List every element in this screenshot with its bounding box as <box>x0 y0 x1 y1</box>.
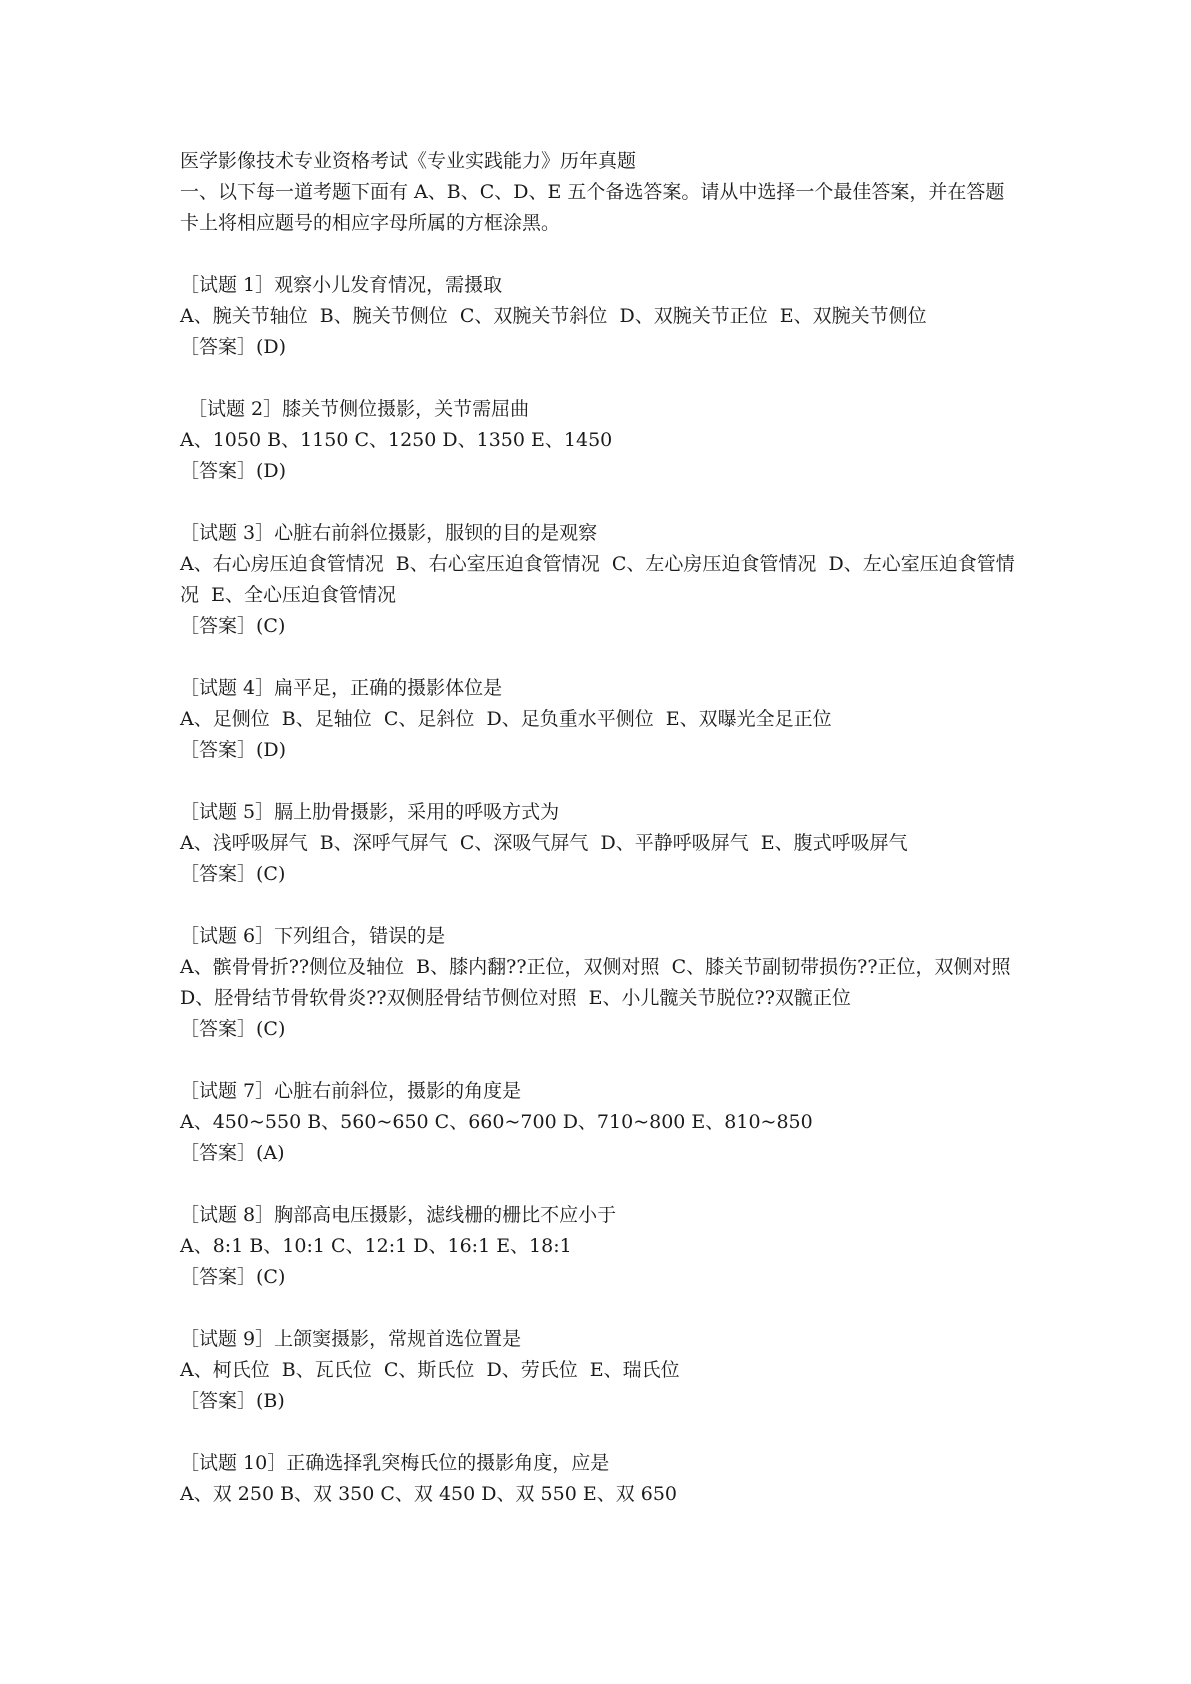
question-3 <box>180 518 1020 642</box>
question-options: A、髌骨骨折??侧位及轴位 B、膝内翻??正位，双侧对照 C、膝关节副韧带损伤??正位，双侧对照 D、胫骨结节骨软骨炎??双侧胫骨结节侧位对照 E、小儿髋关节脱位??双髋正位 <box>180 956 1023 1009</box>
question-8 <box>180 1200 1020 1293</box>
question-answer: ［答案］(A) <box>180 1142 285 1164</box>
question-answer: ［答案］(B) <box>180 1390 285 1412</box>
question-options: A、腕关节轴位 B、腕关节侧位 C、双腕关节斜位 D、双腕关节正位 E、双腕关节侧位 <box>180 305 927 327</box>
question-answer: ［答案］(C) <box>180 615 286 637</box>
question-answer: ［答案］(C) <box>180 1266 286 1288</box>
question-options: A、1050 B、1150 C、1250 D、1350 E、1450 <box>180 429 613 451</box>
question-options: A、双 250 B、双 350 C、双 450 D、双 550 E、双 650 <box>180 1483 678 1505</box>
question-options: A、浅呼吸屏气 B、深呼气屏气 C、深吸气屏气 D、平静呼吸屏气 E、腹式呼吸屏气 <box>180 832 908 854</box>
question-answer: ［答案］(C) <box>180 863 286 885</box>
question-6 <box>180 921 1023 1045</box>
question-7 <box>180 1076 1020 1169</box>
question-options: A、450~550 B、560~650 C、660~700 D、710~800 E、810~850 <box>180 1111 813 1133</box>
document-title: 医学影像技术专业资格考试《专业实践能力》历年真题 <box>180 150 637 172</box>
question-stem: ［试题 8］胸部高电压摄影，滤线栅的栅比不应小于 <box>180 1204 617 1226</box>
question-stem: ［试题 2］膝关节侧位摄影，关节需屈曲 <box>188 398 530 420</box>
question-1 <box>180 270 1020 363</box>
question-answer: ［答案］(D) <box>180 739 287 761</box>
question-stem: ［试题 1］观察小儿发育情况，需摄取 <box>180 274 503 296</box>
question-answer: ［答案］(D) <box>180 336 287 358</box>
question-4 <box>180 673 1020 766</box>
question-2 <box>180 394 1020 487</box>
question-options: A、8:1 B、10:1 C、12:1 D、16:1 E、18:1 <box>180 1235 572 1257</box>
instructions-text: 一、以下每一道考题下面有 A、B、C、D、E 五个备选答案。请从中选择一个最佳答案，并在答题卡上将相应题号的相应字母所属的方框涂黑。 <box>180 181 1005 234</box>
question-stem: ［试题 5］膈上肋骨摄影，采用的呼吸方式为 <box>180 801 560 823</box>
question-5 <box>180 797 1020 890</box>
question-answer: ［答案］(D) <box>180 460 287 482</box>
document-page <box>180 146 1023 1510</box>
question-stem: ［试题 7］心脏右前斜位，摄影的角度是 <box>180 1080 522 1102</box>
question-stem: ［试题 3］心脏右前斜位摄影，服钡的目的是观察 <box>180 522 598 544</box>
question-9 <box>180 1324 1020 1417</box>
question-stem: ［试题 4］扁平足，正确的摄影体位是 <box>180 677 503 699</box>
question-10 <box>180 1448 1020 1510</box>
question-options: A、右心房压迫食管情况 B、右心室压迫食管情况 C、左心房压迫食管情况 D、左心室压迫食管情况 E、全心压迫食管情况 <box>180 553 1015 606</box>
question-options: A、足侧位 B、足轴位 C、足斜位 D、足负重水平侧位 E、双曝光全足正位 <box>180 708 832 730</box>
question-options: A、柯氏位 B、瓦氏位 C、斯氏位 D、劳氏位 E、瑞氏位 <box>180 1359 680 1381</box>
question-answer: ［答案］(C) <box>180 1018 286 1040</box>
question-stem: ［试题 6］下列组合，错误的是 <box>180 925 446 947</box>
question-stem: ［试题 10］正确选择乳突梅氏位的摄影角度，应是 <box>180 1452 610 1474</box>
question-stem: ［试题 9］上颌窦摄影，常规首选位置是 <box>180 1328 522 1350</box>
